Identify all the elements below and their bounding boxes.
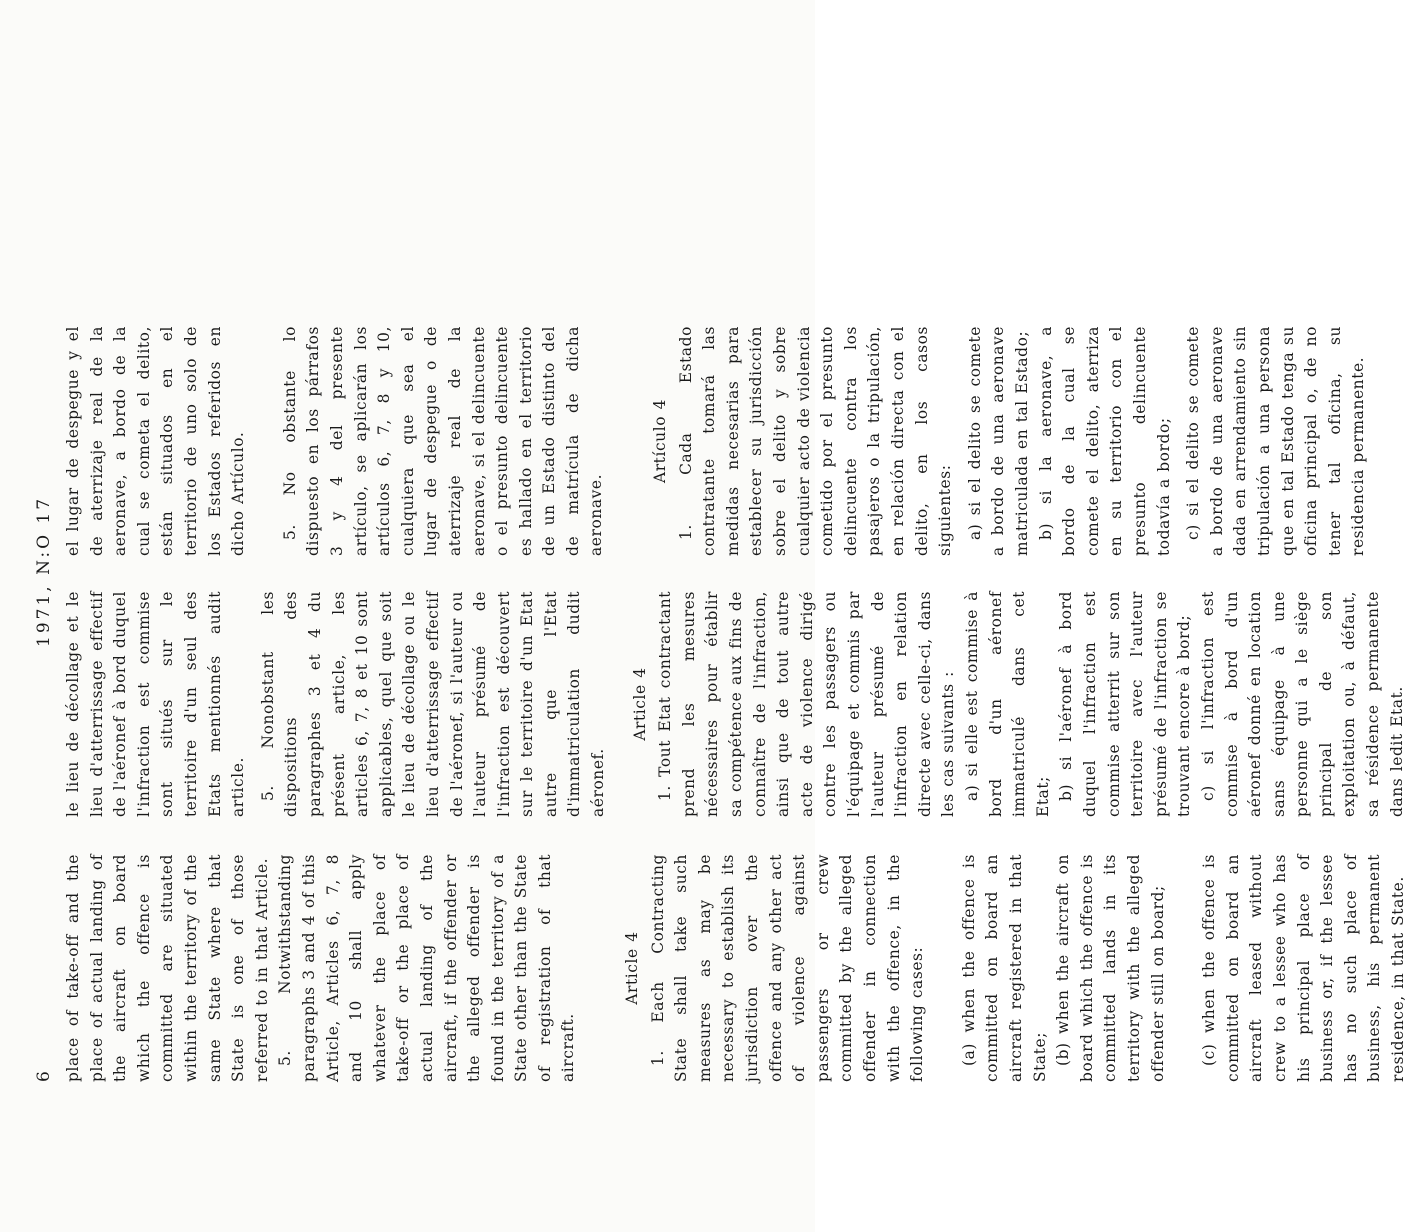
en-article4-paragraph-1: 1. Each Contracting State shall take such measures as may be necessary to establish its jurisdiction over the offence and any other act of violence against passengers or crew committed by the alleged offender in connection with the offence, in the following cases:	[648, 854, 927, 1082]
es-case-c: c) si el delito se comete a bordo de una aeronave dada en arrendamiento sin tripulación a una persona que en tal Estado tenga su oficina principal o, de no tener tal oficina, su residencia permanente.	[1184, 326, 1368, 556]
fr-case-c: c) si l'infraction est commise à bord d'un aéronef donné en location sans équipage à une personne qui a le siège principal de son exploitation ou, à défaut, sa résidence permanente dans ledit Etat.	[1198, 591, 1406, 817]
fr-article-heading: Article 4	[630, 667, 649, 741]
en-case-c: (c) when the offence is committed on board an aircraft leased without crew to a lessee who has his principal place of business or, if the lessee has no such place of business, his permanent residence, in that State.	[1200, 854, 1407, 1082]
es-article4-paragraph-1: 1. Cada Estado contratante tomará las medidas necesarias para establecer su jurisdicción sobre el delito y sobre cualquier acto de violencia cometido por el presunto delincuente contra los pasajeros o la tripulación, en relación directa con el delito, en los casos siguientes:	[676, 326, 955, 556]
es-paragraph-5: 5. No obstante lo dispuesto en los párrafos 3 y 4 del presente artículo, se aplicarán los artículos 6, 7, 8 y 10, cualquiera que sea el lugar de despegue o de aterrizaje real de la aeronave, si el delincuente o el presunto delincuente es hallado en el territorio de un Estado distinto del de matrícula de dicha aeronave.	[280, 326, 606, 556]
page-number: 6	[34, 1070, 54, 1082]
fr-paragraph-5: 5. Nonobstant les dispositions des paragraphes 3 et 4 du présent article, les articles 6, 7, 8 et 10 sont applicables, quel que soit le lieu de décollage ou le lieu d'atterrissage effectif de l'aéronef, si l'auteur ou l'auteur présumé de l'infraction est découvert sur le territoire d'un Etat autre que l'Etat d'immatriculation dudit aéronef.	[258, 591, 608, 817]
fr-case-a: a) si elle est commise à bord d'un aéronef immatriculé dans cet Etat;	[962, 591, 1052, 817]
french-column	[62, 591, 1409, 817]
fr-case-b: b) si l'aéronef à bord duquel l'infraction est commise atterrit sur son territoire avec l'auteur présumé de l'infraction se trouvant encore à bord;	[1057, 591, 1194, 817]
en-paragraph-continued: place of take-off and the place of actual landing of the aircraft on board which the offence is committed are situated within the territory of the same State where that State is one of those referred to in that Article.	[64, 854, 271, 1082]
fr-paragraph-continued: le lieu de décollage et le lieu d'atterrissage effectif de l'aéronef à bord duquel l'infraction est commise sont situés sur le territoire d'un seul des Etats mentionnés audit article.	[64, 591, 248, 817]
issue-header: 1971, N:O 17	[34, 495, 54, 647]
en-paragraph-5: 5. Notwithstanding paragraphs 3 and 4 of this Article, Articles 6, 7, 8 and 10 shall apply whatever the place of take-off or the place of actual landing of the aircraft, if the offender or the alleged offender is found in the territory of a State other than the State of registration of that aircraft.	[276, 854, 578, 1082]
es-case-b: b) si la aeronave, a bordo de la cual se comete el delito, aterriza en su territorio con el presunto delincuente todavía a bordo;	[1036, 326, 1173, 556]
en-case-b: (b) when the aircraft on board which the offence is committed lands in its territory with the alleged offender still on board;	[1054, 854, 1167, 1082]
english-column	[62, 854, 1410, 1082]
es-case-a: a) si el delito se comete a bordo de una aeronave matriculada en tal Estado;	[965, 326, 1031, 556]
es-article-heading: Artículo 4	[651, 399, 670, 483]
fr-article4-paragraph-1: 1. Tout Etat contractant prend les mesures nécessaires pour établir sa compétence aux fins de connaître de l'infraction, ainsi que de tout autre acte de violence dirigé contre les passagers ou l'équipage et commis par l'auteur présumé de l'infraction en relation directe avec celle-ci, dans les cas suivants :	[656, 591, 958, 817]
en-case-a: (a) when the offence is committed on board an aircraft registered in that State;	[959, 854, 1049, 1082]
spanish-column	[62, 326, 1371, 556]
en-article-heading: Article 4	[623, 931, 642, 1005]
es-paragraph-continued: el lugar de despegue y el de aterrizaje real de la aeronave, a bordo de la cual se cometa el delito, están situados en el territorio de uno solo de los Estados referidos en dicho Artículo.	[64, 326, 248, 556]
